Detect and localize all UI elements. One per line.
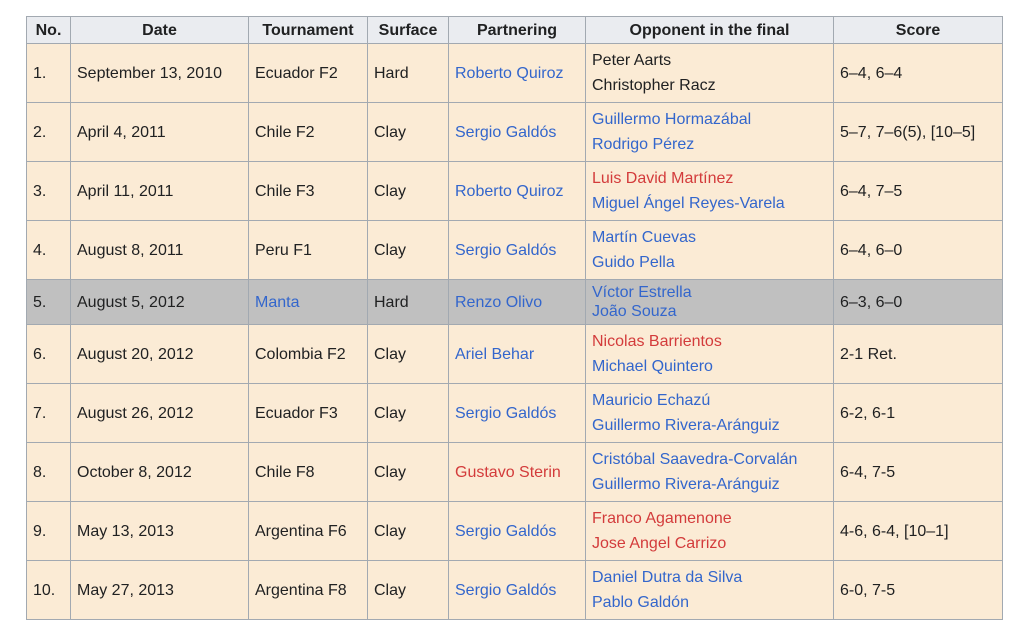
match-score-cell	[834, 280, 1003, 325]
partner-link-cell	[449, 502, 586, 561]
tournament-name: Argentina F8	[255, 581, 347, 599]
match-score: 6-4, 7-5	[840, 463, 896, 481]
match-score-cell	[834, 325, 1003, 384]
match-score: 2-1 Ret.	[840, 345, 897, 363]
row-number: 9.	[33, 522, 47, 540]
opponent-link[interactable]: Daniel Dutra da Silva	[592, 569, 743, 586]
match-score-cell	[834, 502, 1003, 561]
opponent-link[interactable]: Jose Angel Carrizo	[592, 535, 727, 552]
opponent-link[interactable]: João Souza	[592, 303, 677, 320]
surface-cell	[368, 384, 449, 443]
row-number-cell	[27, 502, 71, 561]
opponents-cell	[586, 384, 834, 443]
opponents-cell	[586, 280, 834, 325]
surface: Clay	[374, 463, 407, 481]
row-number-cell	[27, 103, 71, 162]
match-date-cell	[71, 103, 249, 162]
tournament-name-cell	[249, 162, 368, 221]
opponents-cell	[586, 103, 834, 162]
surface: Clay	[374, 581, 407, 599]
partner-link[interactable]: Ariel Behar	[455, 345, 535, 363]
row-number-cell	[27, 221, 71, 280]
tournament-name-cell	[249, 561, 368, 620]
table-row	[27, 502, 1003, 561]
table-row	[27, 561, 1003, 620]
partner-link-cell	[449, 280, 586, 325]
opponent-link: Christopher Racz	[592, 77, 716, 94]
table-row	[27, 162, 1003, 221]
tournament-name: Ecuador F2	[255, 64, 338, 82]
match-score: 6–3, 6–0	[840, 293, 903, 311]
match-date: August 26, 2012	[77, 404, 194, 422]
table-body	[27, 44, 1003, 620]
opponent-link[interactable]: Rodrigo Pérez	[592, 136, 695, 153]
col-header-score: Score	[834, 17, 1003, 44]
match-score-cell	[834, 561, 1003, 620]
row-number: 3.	[33, 182, 47, 200]
col-header-partnering: Partnering	[449, 17, 586, 44]
partner-link-cell	[449, 561, 586, 620]
match-date: April 4, 2011	[77, 123, 166, 141]
surface-cell	[368, 561, 449, 620]
opponents-cell	[586, 162, 834, 221]
table-row	[27, 280, 1003, 325]
surface-cell	[368, 162, 449, 221]
match-score: 6–4, 6–4	[840, 64, 903, 82]
tournament-name-cell	[249, 502, 368, 561]
tournament-name: Chile F3	[255, 182, 315, 200]
match-date: September 13, 2010	[77, 64, 222, 82]
surface: Clay	[374, 522, 407, 540]
row-number: 10.	[33, 581, 56, 599]
partner-link[interactable]: Roberto Quiroz	[455, 182, 564, 200]
opponent-link[interactable]: Nicolas Barrientos	[592, 333, 722, 350]
partner-link-cell	[449, 443, 586, 502]
table-row	[27, 384, 1003, 443]
match-date: August 5, 2012	[77, 293, 185, 311]
match-date-cell	[71, 443, 249, 502]
match-date-cell	[71, 502, 249, 561]
row-number: 4.	[33, 241, 47, 259]
opponent-link[interactable]: Guido Pella	[592, 254, 675, 271]
row-number: 7.	[33, 404, 47, 422]
opponent-link[interactable]: Cristóbal Saavedra-Corvalán	[592, 451, 798, 468]
opponent-link[interactable]: Guillermo Hormazábal	[592, 111, 752, 128]
opponents-cell	[586, 221, 834, 280]
tournament-name: Peru F1	[255, 241, 312, 259]
table-row	[27, 325, 1003, 384]
match-score-cell	[834, 162, 1003, 221]
surface: Clay	[374, 345, 407, 363]
table-row	[27, 103, 1003, 162]
tournament-name-cell	[249, 280, 368, 325]
surface-cell	[368, 44, 449, 103]
table-row	[27, 443, 1003, 502]
opponent-link[interactable]: Miguel Ángel Reyes-Varela	[592, 195, 785, 212]
table-row	[27, 221, 1003, 280]
opponent-link[interactable]: Pablo Galdón	[592, 594, 689, 611]
opponents-cell	[586, 502, 834, 561]
opponent-link[interactable]: Mauricio Echazú	[592, 392, 711, 409]
match-date-cell	[71, 44, 249, 103]
tournament-name-cell	[249, 384, 368, 443]
row-number: 2.	[33, 123, 47, 141]
opponent-link[interactable]: Franco Agamenone	[592, 510, 732, 527]
row-number-cell	[27, 443, 71, 502]
surface-cell	[368, 443, 449, 502]
row-number: 1.	[33, 64, 47, 82]
tournament-name-cell	[249, 325, 368, 384]
match-score: 4-6, 6-4, [10–1]	[840, 522, 949, 540]
opponent-link: Peter Aarts	[592, 52, 672, 69]
row-number-cell	[27, 325, 71, 384]
surface-cell	[368, 280, 449, 325]
tournament-name-cell	[249, 44, 368, 103]
match-date-cell	[71, 384, 249, 443]
surface-cell	[368, 502, 449, 561]
row-number-cell	[27, 44, 71, 103]
surface: Hard	[374, 64, 409, 82]
partner-link-cell	[449, 325, 586, 384]
tournament-name-cell	[249, 221, 368, 280]
match-score-cell	[834, 103, 1003, 162]
row-number: 8.	[33, 463, 47, 481]
match-score: 5–7, 7–6(5), [10–5]	[840, 123, 976, 141]
surface: Clay	[374, 182, 407, 200]
partner-link[interactable]: Sergio Galdós	[455, 581, 557, 599]
opponents-cell	[586, 44, 834, 103]
partner-link-cell	[449, 384, 586, 443]
col-header-opponent: Opponent in the final	[586, 17, 834, 44]
tournament-name: Colombia F2	[255, 345, 346, 363]
tournament-name-cell	[249, 443, 368, 502]
opponents-cell	[586, 443, 834, 502]
opponents-cell	[586, 561, 834, 620]
partner-link[interactable]: Sergio Galdós	[455, 404, 557, 422]
opponent-link[interactable]: Guillermo Rivera-Aránguiz	[592, 476, 780, 493]
opponent-link[interactable]: Luis David Martínez	[592, 170, 734, 187]
partner-link[interactable]: Roberto Quiroz	[455, 64, 564, 82]
match-date: August 8, 2011	[77, 241, 184, 259]
tournament-name: Chile F8	[255, 463, 315, 481]
match-date: May 13, 2013	[77, 522, 174, 540]
partner-link-cell	[449, 162, 586, 221]
col-header-tournament: Tournament	[249, 17, 368, 44]
opponent-link[interactable]: Michael Quintero	[592, 358, 713, 375]
partner-link[interactable]: Sergio Galdós	[455, 241, 557, 259]
partner-link[interactable]: Renzo Olivo	[455, 293, 543, 311]
partner-link-cell	[449, 221, 586, 280]
surface: Clay	[374, 241, 407, 259]
match-date: August 20, 2012	[77, 345, 194, 363]
match-score-cell	[834, 221, 1003, 280]
match-date: May 27, 2013	[77, 581, 174, 599]
partner-link-cell	[449, 44, 586, 103]
surface-cell	[368, 325, 449, 384]
opponent-link[interactable]: Víctor Estrella	[592, 284, 692, 301]
partner-link[interactable]: Sergio Galdós	[455, 522, 557, 540]
match-score: 6–4, 6–0	[840, 241, 903, 259]
header-row	[27, 17, 1003, 44]
match-date-cell	[71, 221, 249, 280]
row-number: 6.	[33, 345, 47, 363]
opponents-cell	[586, 325, 834, 384]
match-score-cell	[834, 44, 1003, 103]
surface: Clay	[374, 404, 407, 422]
opponent-link[interactable]: Guillermo Rivera-Aránguiz	[592, 417, 780, 434]
row-number-cell	[27, 162, 71, 221]
opponent-link[interactable]: Martín Cuevas	[592, 229, 697, 246]
row-number-cell	[27, 384, 71, 443]
tournament-name: Ecuador F3	[255, 404, 338, 422]
match-score-cell	[834, 443, 1003, 502]
match-score-cell	[834, 384, 1003, 443]
row-number-cell	[27, 561, 71, 620]
col-header-surface: Surface	[368, 17, 449, 44]
match-date: October 8, 2012	[77, 463, 192, 481]
match-score: 6-2, 6-1	[840, 404, 896, 422]
tournament-name: Argentina F6	[255, 522, 347, 540]
col-header-no: No.	[27, 17, 71, 44]
table-header	[27, 17, 1003, 44]
surface: Hard	[374, 293, 409, 311]
partner-link[interactable]: Gustavo Sterin	[455, 463, 561, 481]
tournament-name-cell	[249, 103, 368, 162]
partner-link[interactable]: Sergio Galdós	[455, 123, 557, 141]
tournament-name[interactable]: Manta	[255, 293, 300, 311]
match-date-cell	[71, 325, 249, 384]
col-header-date: Date	[71, 17, 249, 44]
partner-link-cell	[449, 103, 586, 162]
table-row	[27, 44, 1003, 103]
surface: Clay	[374, 123, 407, 141]
results-table	[26, 16, 1003, 620]
match-date-cell	[71, 561, 249, 620]
row-number-cell	[27, 280, 71, 325]
match-date-cell	[71, 162, 249, 221]
match-score: 6–4, 7–5	[840, 182, 903, 200]
match-date-cell	[71, 280, 249, 325]
tournament-name: Chile F2	[255, 123, 315, 141]
surface-cell	[368, 103, 449, 162]
match-score: 6-0, 7-5	[840, 581, 896, 599]
row-number: 5.	[33, 293, 47, 311]
surface-cell	[368, 221, 449, 280]
match-date: April 11, 2011	[77, 182, 174, 200]
